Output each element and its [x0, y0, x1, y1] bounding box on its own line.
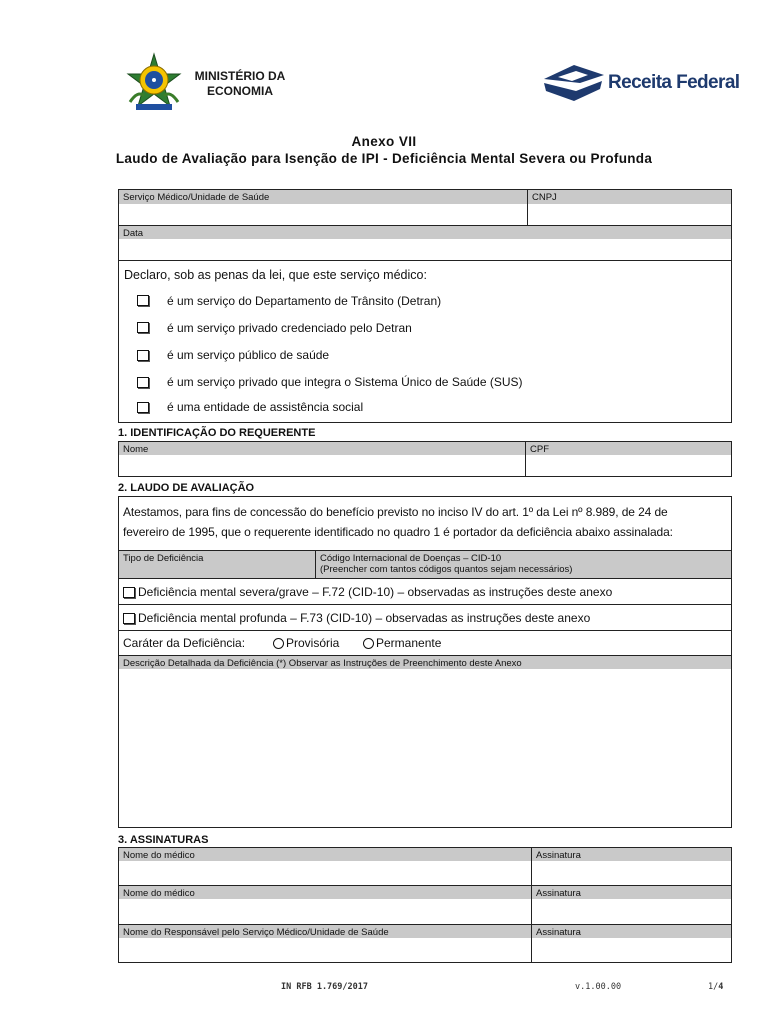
character-permanent-label: Permanente	[376, 636, 442, 650]
doctor-1-name-field[interactable]	[119, 861, 531, 885]
option-detran-checkbox[interactable]	[137, 295, 149, 306]
attest-line-2: fevereiro de 1995, que o requerente identificado no quadro 1 é portador da deficiência abaixo assinalada:	[123, 525, 673, 539]
page-total: 4	[718, 982, 724, 992]
name-label: Nome	[119, 442, 525, 455]
service-label: Serviço Médico/Unidade de Saúde	[119, 190, 527, 204]
option-private-detran-checkbox[interactable]	[137, 322, 149, 333]
doctor-2-signature-field[interactable]	[532, 899, 731, 924]
divider	[119, 578, 731, 579]
character-label: Caráter da Deficiência:	[123, 636, 246, 650]
cnpj-label: CNPJ	[528, 190, 731, 204]
document-header	[0, 0, 768, 125]
option-public-health-checkbox[interactable]	[137, 350, 149, 361]
divider	[119, 604, 731, 605]
deficiency-type-label: Tipo de Deficiência	[119, 551, 315, 578]
divider	[119, 630, 731, 631]
responsible-signature-label: Assinatura	[532, 925, 731, 938]
doctor-1-signature-field[interactable]	[532, 861, 731, 885]
name-field[interactable]	[119, 455, 525, 476]
severe-deficiency-checkbox[interactable]	[123, 587, 135, 598]
service-field[interactable]	[119, 204, 527, 225]
section-2-heading: 2. LAUDO DE AVALIAÇÃO	[118, 482, 255, 494]
cid-label-line2: (Preencher com tantos códigos quantos sejam necessários)	[320, 564, 573, 575]
doctor-1-name-label: Nome do médico	[119, 848, 531, 861]
doctor-2-signature-label: Assinatura	[532, 886, 731, 899]
signatures-box	[118, 847, 732, 963]
section-1-heading: 1. IDENTIFICAÇÃO DO REQUERENTE	[118, 427, 316, 439]
legal-reference: IN RFB 1.769/2017	[281, 982, 368, 992]
brazil-coat-of-arms-icon	[122, 52, 186, 114]
description-field[interactable]	[119, 670, 731, 827]
receita-federal-logo-icon	[540, 61, 610, 105]
doctor-1-signature-label: Assinatura	[532, 848, 731, 861]
option-sus-label: é um serviço privado que integra o Sistema Único de Saúde (SUS)	[167, 375, 523, 389]
option-detran-label: é um serviço do Departamento de Trânsito (Detran)	[167, 294, 442, 308]
service-box	[118, 189, 732, 423]
document-title: Laudo de Avaliação para Isenção de IPI - Deficiência Mental Severa ou Profunda	[115, 151, 653, 166]
character-temporary-label: Provisória	[286, 636, 340, 650]
character-temporary-radio[interactable]	[273, 638, 284, 649]
cnpj-field[interactable]	[528, 204, 731, 225]
brand-name: Receita Federal	[608, 72, 740, 93]
responsible-signature-field[interactable]	[532, 938, 731, 962]
section-3-heading: 3. ASSINATURAS	[118, 834, 209, 846]
doctor-2-name-label: Nome do médico	[119, 886, 531, 899]
profound-deficiency-label: Deficiência mental profunda – F.73 (CID-10) – observadas as instruções deste anexo	[138, 611, 591, 625]
description-label: Descrição Detalhada da Deficiência (*) Observar as Instruções de Preenchimento deste Anexo	[119, 656, 731, 669]
ministry-line2: ECONOMIA	[207, 84, 273, 98]
option-public-health-label: é um serviço público de saúde	[167, 348, 330, 362]
option-social-assistance-label: é uma entidade de assistência social	[167, 400, 364, 414]
version-number: v.1.00.00	[575, 982, 622, 992]
cid-label-line1: Código Internacional de Doenças – CID-10	[320, 553, 502, 564]
profound-deficiency-checkbox[interactable]	[123, 613, 135, 624]
cpf-field[interactable]	[526, 455, 731, 476]
date-field[interactable]	[119, 239, 731, 260]
option-private-detran-label: é um serviço privado credenciado pelo Detran	[167, 321, 412, 335]
option-social-assistance-checkbox[interactable]	[137, 402, 149, 413]
page-current: 1/	[708, 982, 719, 992]
responsible-name-field[interactable]	[119, 938, 531, 962]
option-sus-checkbox[interactable]	[137, 377, 149, 388]
evaluation-box	[118, 496, 732, 828]
doctor-2-name-field[interactable]	[119, 899, 531, 924]
divider	[119, 260, 731, 261]
cid-label	[316, 551, 731, 578]
cpf-label: CPF	[526, 442, 731, 455]
attest-line-1: Atestamos, para fins de concessão do benefício previsto no inciso IV do art. 1º da Lei nº 8.989, de 24 de	[123, 505, 668, 519]
ministry-name	[190, 69, 290, 99]
responsible-name-label: Nome do Responsável pelo Serviço Médico/Unidade de Saúde	[119, 925, 531, 938]
declaration-text: Declaro, sob as penas da lei, que este serviço médico:	[124, 268, 427, 282]
date-label: Data	[119, 226, 731, 239]
page-number	[708, 982, 723, 992]
character-permanent-radio[interactable]	[363, 638, 374, 649]
ministry-line1: MINISTÉRIO DA	[194, 69, 286, 83]
annex-number: Anexo VII	[351, 134, 417, 149]
severe-deficiency-label: Deficiência mental severa/grave – F.72 (CID-10) – observadas as instruções deste anexo	[138, 585, 613, 599]
requester-box	[118, 441, 732, 477]
